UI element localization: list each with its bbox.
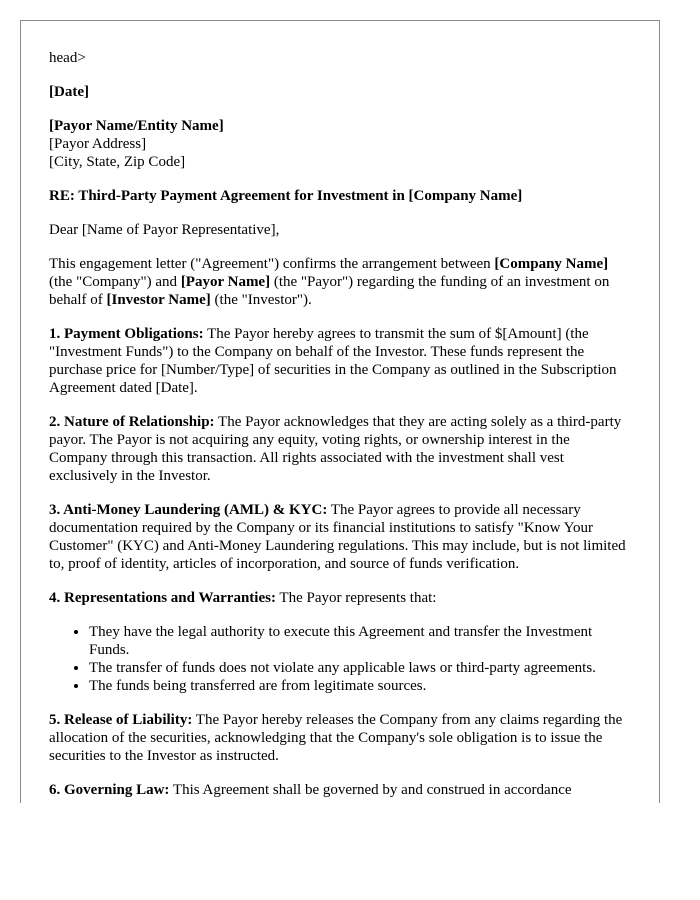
- section-payment-obligations: 1. Payment Obligations: The Payor hereby agrees to transmit the sum of $[Amount] (the "Investment Funds") to the Company on behalf of the Investor. These funds represent the purchase price for [Number/Type] of securities in the Company as outlined in the Subscription Agreement dated [Date].: [49, 326, 617, 396]
- section-governing-law: 6. Governing Law: This Agreement shall be governed by and construed in accordance: [49, 782, 572, 798]
- section-heading: 3. Anti-Money Laundering (AML) & KYC:: [49, 502, 328, 518]
- investor-name: [Investor Name]: [106, 292, 211, 308]
- section-heading: 1. Payment Obligations:: [49, 326, 204, 342]
- section-heading: 5. Release of Liability:: [49, 712, 193, 728]
- list-item: • They have the legal authority to execute this Agreement and transfer the Investment Funds.: [89, 623, 631, 659]
- company-name: [Company Name]: [494, 256, 609, 272]
- representations-list: [49, 623, 631, 695]
- list-item: • The funds being transferred are from legitimate sources.: [89, 677, 631, 695]
- section-heading: 6. Governing Law:: [49, 782, 170, 798]
- subject-line: RE: Third-Party Payment Agreement for Investment in [Company Name]: [49, 188, 523, 204]
- section-heading: 4. Representations and Warranties:: [49, 590, 276, 606]
- list-item: • The transfer of funds does not violate any applicable laws or third-party agreements.: [89, 659, 631, 677]
- payor-name-inline: [Payor Name]: [180, 274, 271, 290]
- salutation: Dear [Name of Payor Representative],: [49, 222, 280, 238]
- section-release-of-liability: 5. Release of Liability: The Payor hereby releases the Company from any claims regarding the allocation of the securities, acknowledging that the Company's sole obligation is to issue the securities to the Investor as instructed.: [49, 712, 623, 764]
- payor-address-block: [49, 117, 631, 171]
- section-heading: 2. Nature of Relationship:: [49, 414, 215, 430]
- intro-paragraph: This engagement letter ("Agreement") confirms the arrangement between [Company Name] (the "Company") and [Payor Name] (the "Payor") regarding the funding of an investment on behalf of [Investor Name] (the "Investor").: [49, 256, 610, 308]
- section-aml-kyc: 3. Anti-Money Laundering (AML) & KYC: The Payor agrees to provide all necessary documentation required by the Company or its financial institutions to satisfy "Know Your Customer" (KYC) and Anti-Money Laundering regulations. This may include, but is not limited to, proof of identity, articles of incorporation, and source of funds verification.: [49, 502, 626, 572]
- section-representations: 4. Representations and Warranties: The Payor represents that:: [49, 590, 437, 606]
- payor-city-state-zip: [City, State, Zip Code]: [49, 154, 186, 170]
- section-nature-of-relationship: 2. Nature of Relationship: The Payor acknowledges that they are acting solely as a third-party payor. The Payor is not acquiring any equity, voting rights, or ownership interest in the Company through this transaction. All rights associated with the investment shall vest exclusively in the Investor.: [49, 414, 622, 484]
- letter-page: [20, 20, 660, 803]
- payor-name: [Payor Name/Entity Name]: [49, 118, 224, 134]
- payor-address: [Payor Address]: [49, 136, 147, 152]
- letter-date: [Date]: [49, 84, 89, 100]
- letter-content: [21, 21, 659, 799]
- stray-text: head>: [49, 50, 86, 66]
